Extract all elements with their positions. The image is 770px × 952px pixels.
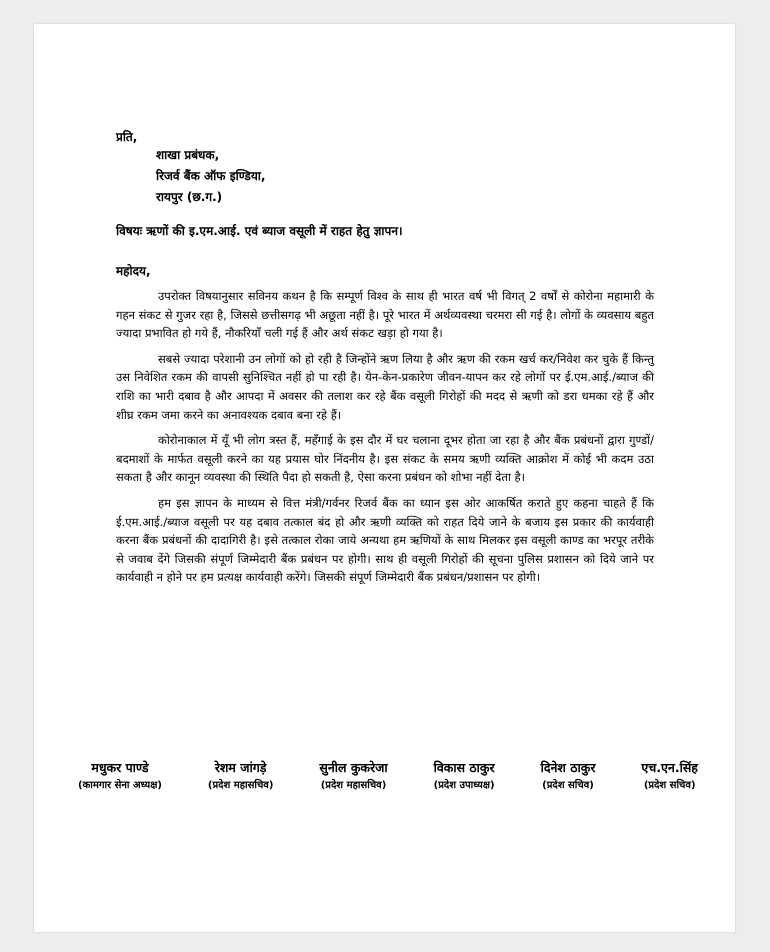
recipient-prefix: प्रति, — [116, 130, 138, 144]
signatory-name: सुनील कुकरेजा — [319, 760, 388, 775]
signatory — [208, 758, 274, 794]
address-line: रिजर्व बैंक ऑफ इण्डिया, — [156, 169, 266, 183]
signatory-name: विकास ठाकुर — [433, 760, 495, 775]
signatory-title: (प्रदेश महासचिव) — [207, 780, 274, 791]
signatory-title: (प्रदेश सचिव) — [643, 780, 696, 791]
signatory-name: रेशम जांगड़े — [214, 760, 267, 775]
body-paragraph: उपरोक्त विषयानुसार सविनय कथन है कि सम्पूर्ण विश्व के साथ ही भारत वर्ष भी विगत् 2 वर्षों से कोरोना महामारी के गहन संकट से गुजर रहा है, जिससे छत्तीसगढ़ भी अछूता नहीं है। पूरे भारत में अर्थव्यवस्था चरमरा सी गई है। लोगों के व्यवसाय बहुत ज्यादा प्रभावित हो गये हैं, नौकरियाँ चली गई हैं और अर्थ संकट खड़ा हो गया है। — [116, 289, 654, 341]
signatory-title: (कामगार सेना अध्यक्ष) — [78, 780, 162, 791]
recipient-address — [156, 145, 265, 208]
body-paragraph: सबसे ज्यादा परेशानी उन लोगों को हो रही है जिन्होंने ऋण लिया है और ऋण की रकम खर्च कर/निवेश कर चुके हैं किन्तु उस निवेशित रकम की वापसी सुनिश्चित नहीं हो पा रही है। येन-केन-प्रकारेण जीवन-यापन कर रहे लोगों पर ई.एम.आई./ब्याज की राशि का भारी दबाव है और आपदा में अवसर की तलाश कर रहे बैंक वसूली गिरोहों की मदद से ऋणी को डरा धमका रहे हैं और शीघ्र रकम जमा करने का अनावश्यक दबाव बना रहे हैं। — [116, 351, 654, 422]
signatory — [641, 758, 698, 794]
greeting: महोदय, — [116, 264, 151, 278]
address-line: रायपुर (छ.ग.) — [156, 190, 223, 204]
signatory-name: दिनेश ठाकुर — [540, 760, 596, 775]
address-line: शाखा प्रबंधक, — [156, 148, 220, 162]
signatory-title: (प्रदेश महासचिव) — [320, 780, 387, 791]
signatory-title: (प्रदेश उपाध्यक्ष) — [433, 780, 495, 791]
signatory-title: (प्रदेश सचिव) — [542, 780, 594, 791]
body-paragraph: हम इस ज्ञापन के माध्यम से वित्त मंत्री/गर्वनर रिजर्व बैंक का ध्यान इस ओर आकर्षित कराते हुए कहना चाहते हैं कि ई.एम.आई./ब्याज वसूली पर यह दबाव तत्काल बंद हो और ऋणी व्यक्ति को राहत दिये जाने के बजाय इस प्रकार की कार्यवाही करना बैंक प्रबंधनों की दादागिरी है। इसे तत्काल रोका जाये अन्यथा हम ऋणियों के साथ मिलकर इस वसूली काण्ड का भरपूर तरीके से जवाब देंगे जिसकी संपूर्ण जिम्मेदारी बैंक प्रबंधन पर होगी। साथ ही वसूली गिरोहों की सूचना पुलिस प्रशासन को दिये जाने पर कार्यवाही न होने पर हम प्रत्यक्ष कार्यवाही करेंगे। जिसकी संपूर्ण जिम्मेदारी बैंक प्रबंधन/प्रशासन पर होगी। — [116, 495, 654, 585]
letter-body — [116, 287, 654, 594]
signatory — [319, 758, 387, 794]
signatory — [434, 758, 495, 794]
signature-block — [78, 758, 698, 794]
document-page — [34, 24, 735, 932]
body-paragraph: कोरोनाकाल में यूँ भी लोग त्रस्त हैं, महँगाई के इस दौर में घर चलाना दूभर होता जा रहा है और बैंक प्रबंधनों द्वारा गुण्डों/बदमाशों के मार्फत वसूली करने का यह प्रयास घोर निंदनीय है। इस संकट के समय ऋणी व्यक्ति आक्रोश में कोई भी कदम उठा सकता है और कानून व्यवस्था की स्थिति पैदा हो सकती है, ऐसा करना प्रबंधन को शोभा नहीं देता है। — [116, 433, 654, 485]
signatory — [541, 758, 596, 794]
signatory — [78, 758, 162, 794]
signatory-name: एच.एन.सिंह — [641, 760, 698, 775]
signatory-name: मधुकर पाण्डे — [91, 760, 149, 775]
letter-subject: विषयः ऋणों की इ.एम.आई. एवं ब्याज वसूली में राहत हेतु ज्ञापन। — [116, 224, 403, 238]
